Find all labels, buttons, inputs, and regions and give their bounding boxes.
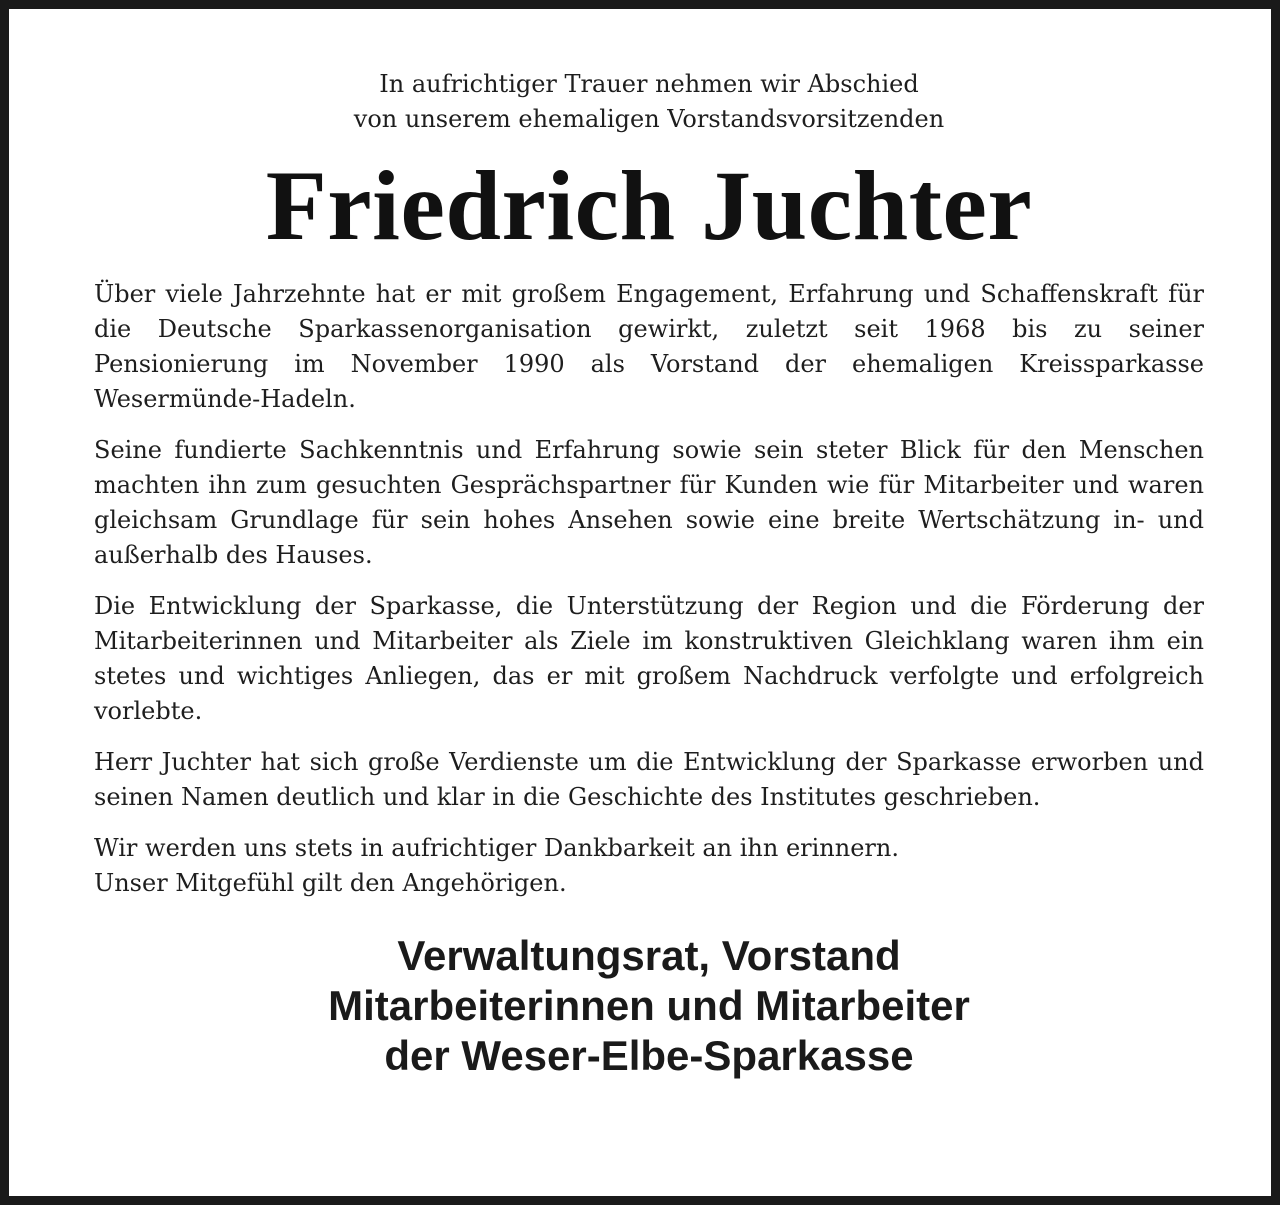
signature-block xyxy=(94,931,1204,1081)
closing-line: Wir werden uns stets in aufrichtiger Dankbarkeit an ihn erinnern. xyxy=(94,834,899,862)
paragraph-merits: Herr Juchter hat sich große Verdienste um die Entwicklung der Sparkasse erworben und seinen Namen deutlich und klar in die Geschichte des Institutes geschrieben. xyxy=(94,748,1204,811)
signature-line: der Weser-Elbe-Sparkasse xyxy=(384,1032,914,1079)
paragraph-career: Über viele Jahrzehnte hat er mit großem Engagement, Erfahrung und Schaffenskraft für die Deutsche Sparkassenorganisation gewirkt, zuletzt seit 1968 bis zu seiner Pensionierung im November 1990 als Vorstand der ehemaligen Kreissparkasse Wesermünde-Hadeln. xyxy=(94,280,1204,413)
paragraph-goals: Die Entwicklung der Sparkasse, die Unterstützung der Region und die Förderung der Mitarbeiterinnen und Mitarbeiter als Ziele im konstruktiven Gleichklang waren ihm ein stetes und wichtiges Anliegen, das er mit großem Nachdruck verfolgte und erfolgreich vorlebte. xyxy=(94,592,1204,725)
intro-text xyxy=(94,67,1204,137)
paragraph-expertise: Seine fundierte Sachkenntnis und Erfahrung sowie sein steter Blick für den Menschen machten ihn zum gesuchten Gesprächspartner für Kunden wie für Mitarbeiter und waren gleichsam Grundlage für sein hohes Ansehen sowie eine breite Wertschätzung in- und außerhalb des Hauses. xyxy=(94,436,1204,569)
closing-text xyxy=(94,831,1204,901)
signature-line: Mitarbeiterinnen und Mitarbeiter xyxy=(328,982,970,1029)
intro-line: von unserem ehemaligen Vorstandsvorsitzenden xyxy=(353,105,945,133)
signature-line: Verwaltungsrat, Vorstand xyxy=(397,932,901,979)
deceased-name: Friedrich Juchter xyxy=(265,150,1033,261)
closing-line: Unser Mitgefühl gilt den Angehörigen. xyxy=(94,869,567,897)
obituary-content xyxy=(94,67,1204,1081)
intro-line: In aufrichtiger Trauer nehmen wir Abschied xyxy=(379,70,919,98)
